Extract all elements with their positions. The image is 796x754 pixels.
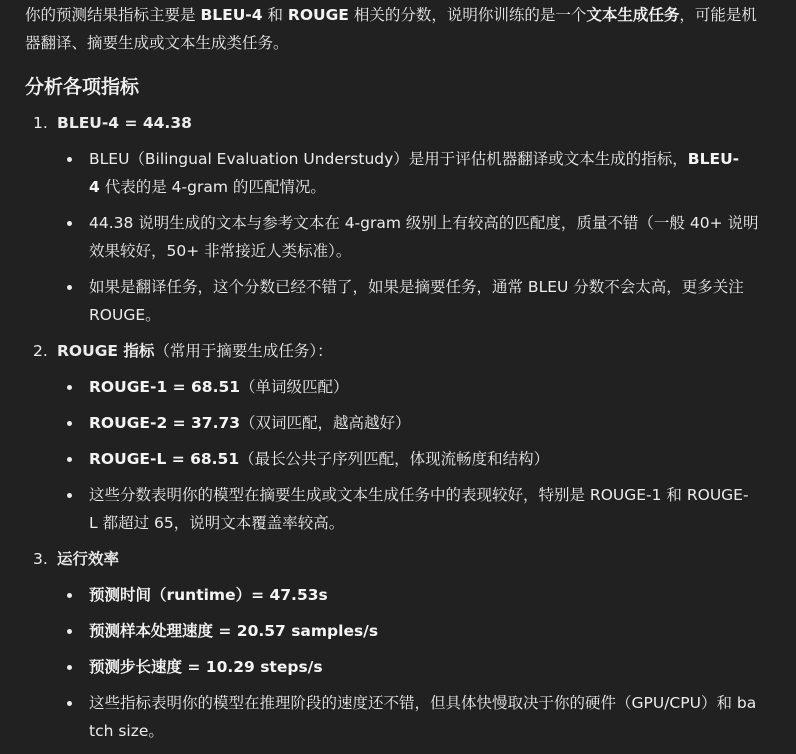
intro-text-1: 你的预测结果指标主要是: [25, 6, 201, 24]
list-item-text: 如果是翻译任务，这个分数已经不错了，如果是摘要任务，通常 BLEU 分数不会太高，更多关注 ROUGE。: [89, 278, 744, 324]
ordered-number: 2.: [33, 342, 48, 360]
list-item-text: BLEU（Bilingual Evaluation Understudy）是用于评估机器翻译或文本生成的指标，: [89, 150, 688, 168]
list-item: [57, 445, 772, 473]
list-item-text: 这些分数表明你的模型在摘要生成或文本生成任务中的表现较好，特别是 ROUGE-1 和 ROUGE-L 都超过 65，说明文本覆盖率较高。: [89, 486, 749, 532]
list-item: [57, 481, 749, 537]
ordered-number: 1.: [33, 114, 48, 132]
list-item: [57, 581, 772, 609]
list-item-bold: 预测时间（runtime）= 47.53s: [89, 586, 328, 604]
list-item-text: 这些指标表明你的模型在推理阶段的速度还不错，但具体快慢取决于你的硬件（GPU/CPU）和 batch size。: [89, 694, 757, 740]
intro-paragraph: [25, 1, 765, 57]
list-item: [57, 617, 772, 645]
ordered-title: BLEU-4 = 44.38: [57, 114, 192, 132]
bullet-list: [57, 581, 772, 745]
ordered-item-bleu: [25, 109, 772, 329]
list-item: [57, 209, 759, 265]
list-item-text-post: （最长公共子序列匹配，体现流畅度和结构）: [239, 450, 550, 468]
list-item: [57, 145, 749, 201]
list-item-text: 44.38 说明生成的文本与参考文本在 4-gram 级别上有较高的匹配度，质量不错（一般 40+ 说明效果较好，50+ 非常接近人类标准）。: [89, 214, 759, 260]
list-item-bold: ROUGE-2 = 37.73: [89, 414, 241, 432]
ordered-number: 3.: [33, 550, 48, 568]
list-item-bold: 预测样本处理速度 = 20.57 samples/s: [89, 622, 379, 640]
ordered-title-suffix: （常用于摘要生成任务）：: [154, 342, 333, 360]
intro-task: 文本生成任务: [586, 6, 680, 24]
list-item-text-post: （双词匹配，越高越好）: [240, 414, 411, 432]
bullet-list: [57, 373, 772, 537]
intro-bleu4: BLEU-4: [200, 6, 263, 24]
list-item-bold: ROUGE-L = 68.51: [89, 450, 240, 468]
list-item: [57, 273, 749, 329]
list-item-bold: ROUGE-1 = 68.51: [89, 378, 241, 396]
ordered-title: 运行效率: [57, 550, 120, 568]
bullet-list: [57, 145, 772, 329]
list-item-text-post: （单词级匹配）: [240, 378, 349, 396]
intro-rouge: ROUGE: [287, 6, 349, 24]
intro-text-3: 相关的分数，说明你训练的是一个: [348, 6, 587, 24]
list-item-bold: 预测步长速度 = 10.29 steps/s: [89, 658, 323, 676]
section-heading: 分析各项指标: [25, 76, 140, 98]
list-item-bold: BLEU-4: [89, 150, 740, 196]
ordered-item-rouge: [25, 337, 772, 537]
list-item: [57, 409, 772, 437]
ordered-title: ROUGE 指标: [57, 342, 155, 360]
list-item: [57, 689, 759, 745]
list-item: [57, 373, 772, 401]
list-item-text-post: 代表的是 4-gram 的匹配情况。: [99, 178, 326, 196]
intro-text-2: 和: [262, 6, 288, 24]
ordered-item-efficiency: [25, 545, 772, 745]
intro-text-4: ，可能是机器翻译、摘要生成或文本生成类任务。: [25, 6, 757, 52]
list-item: [57, 653, 772, 681]
